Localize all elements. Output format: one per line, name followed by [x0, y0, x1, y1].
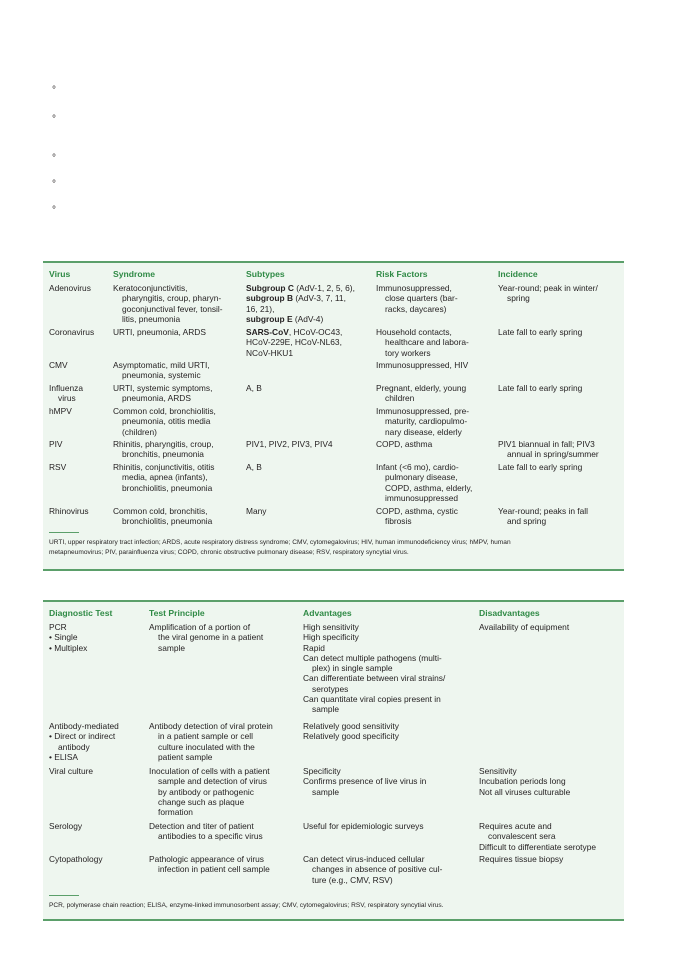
- cell-line: virus: [58, 393, 76, 404]
- virus-cell: [49, 439, 63, 449]
- table-footnote: [49, 538, 621, 558]
- cell-line: and spring: [507, 516, 547, 527]
- subtype-line: [246, 304, 355, 314]
- diagnostic-test-cell: [49, 766, 93, 776]
- cell-line: healthcare and labora-: [385, 337, 469, 348]
- subtypes-cell: [246, 283, 355, 324]
- incidence-cell: [498, 283, 598, 304]
- cell-line: litis, pneumonia: [122, 313, 181, 324]
- risk-factors-cell: [376, 327, 469, 358]
- cell-line: nary disease, elderly: [385, 426, 462, 437]
- cell-line: High specificity: [303, 632, 359, 643]
- cell-line: Can differentiate between viral strains/: [303, 673, 446, 684]
- cell-line: Not all viruses culturable: [479, 786, 571, 797]
- cell-line: spring: [507, 293, 530, 304]
- risk-factors-cell: [376, 383, 466, 404]
- cell-line: annual in spring/summer: [507, 449, 599, 460]
- incidence-cell: [498, 327, 582, 337]
- syndrome-cell: [113, 283, 223, 324]
- cell-line: pneumonia, systemic: [122, 370, 201, 381]
- cell-line: Serology: [49, 821, 83, 831]
- column-header: Syndrome: [113, 269, 156, 279]
- cell-line: pharyngitis, croup, pharyn-: [122, 293, 222, 304]
- cell-line: Antibody-mediated: [49, 721, 119, 731]
- cell-line: Requires tissue biopsy: [479, 854, 564, 864]
- subtype-line: [246, 506, 266, 516]
- subtype-text: (AdV-4): [292, 313, 324, 324]
- bullet-marker: °: [52, 179, 56, 190]
- cell-line: bronchiolitis, pneumonia: [122, 516, 213, 527]
- subtype-text: A, B: [246, 383, 262, 393]
- cell-line: High sensitivity: [303, 622, 359, 632]
- footnote-line: metapneumovirus; PIV, parainfluenza virus; COPD, chronic obstructive pulmonary disease; RSV, respiratory syncytial virus.: [49, 549, 409, 556]
- cell-line: close quarters (bar-: [385, 293, 458, 304]
- diagnostic-test-cell: [49, 721, 119, 762]
- syndrome-cell: [113, 406, 216, 437]
- cell-line: • Multiplex: [49, 642, 88, 653]
- cell-line: COPD, asthma, cystic: [376, 506, 458, 516]
- virus-cell: [49, 462, 66, 472]
- cell-line: pneumonia, otitis media: [122, 416, 211, 427]
- incidence-cell: [498, 506, 588, 527]
- subtype-line: [246, 348, 342, 358]
- advantages-cell: [303, 721, 399, 742]
- cell-line: bronchiolitis, pneumonia: [122, 482, 213, 493]
- disadvantages-cell: [479, 854, 563, 864]
- subtype-line: [246, 462, 262, 472]
- subtypes-cell: [246, 327, 342, 358]
- cell-line: convalescent sera: [488, 831, 556, 842]
- subtype-text: Many: [246, 506, 267, 516]
- virus-cell: [49, 327, 94, 337]
- cell-line: Coronavirus: [49, 327, 95, 337]
- risk-factors-cell: [376, 439, 432, 449]
- cell-line: immunosuppressed: [385, 492, 459, 503]
- cell-line: plex) in single sample: [312, 663, 393, 674]
- incidence-cell: [498, 383, 582, 393]
- syndrome-cell: [113, 506, 212, 527]
- cell-line: maturity, cardiopulmo-: [385, 416, 468, 427]
- cell-line: Antibody detection of viral protein: [149, 721, 273, 731]
- test-principle-cell: [149, 821, 263, 842]
- cell-line: • Single: [49, 632, 78, 643]
- syndrome-cell: [113, 462, 214, 493]
- cell-line: Pathologic appearance of virus: [149, 854, 264, 864]
- subtype-line: [246, 383, 262, 393]
- subtype-group-label: subgroup B: [246, 293, 293, 304]
- cell-line: Year-round; peak in winter/: [498, 283, 598, 293]
- subtype-line: [246, 283, 355, 293]
- diagnostic-test-table: [43, 600, 624, 921]
- footnote-rule: [49, 532, 79, 533]
- subtype-line: [246, 337, 342, 347]
- bullet-marker: °: [52, 153, 56, 164]
- advantages-cell: [303, 854, 442, 885]
- cell-line: sample and detection of virus: [158, 776, 267, 787]
- cell-line: URTI, systemic symptoms,: [113, 383, 213, 393]
- subtype-text: NCoV-HKU1: [246, 347, 294, 358]
- cell-line: sample: [312, 786, 339, 797]
- cell-line: tory workers: [385, 347, 431, 358]
- cell-line: Detection and titer of patient: [149, 821, 254, 831]
- cell-line: hMPV: [49, 406, 72, 416]
- virus-cell: [49, 283, 91, 293]
- cell-line: Household contacts,: [376, 327, 452, 337]
- subtypes-cell: [246, 506, 266, 516]
- cell-line: CMV: [49, 360, 68, 370]
- cell-line: racks, daycares): [385, 303, 447, 314]
- cell-line: changes in absence of positive cul-: [312, 864, 443, 875]
- footnote-line: PCR, polymerase chain reaction; ELISA, enzyme-linked immunosorbent assay; CMV, cytomegalovirus; RSV, respiratory syncytial virus.: [49, 902, 444, 909]
- cell-line: infection in patient cell sample: [158, 864, 270, 875]
- cell-line: COPD, asthma: [376, 439, 433, 449]
- column-header: Virus: [49, 269, 71, 279]
- cell-line: sample: [158, 642, 185, 653]
- cell-line: pulmonary disease,: [385, 472, 458, 483]
- cell-line: Common cold, bronchiolitis,: [113, 406, 216, 416]
- subtype-group-label: subgroup E: [246, 313, 293, 324]
- subtype-text: HCoV-229E, HCoV-NL63,: [246, 337, 342, 348]
- subtype-text: , HCoV-OC43,: [288, 327, 343, 337]
- cell-line: Can detect multiple pathogens (multi-: [303, 652, 442, 663]
- cell-line: Specificity: [303, 766, 341, 776]
- cell-line: COPD, asthma, elderly,: [385, 482, 473, 493]
- syndrome-cell: [113, 360, 210, 381]
- subtype-group-label: SARS-CoV: [246, 327, 289, 337]
- cell-line: Keratoconjunctivitis,: [113, 283, 188, 293]
- subtype-line: [246, 314, 355, 324]
- test-principle-cell: [149, 622, 263, 653]
- risk-factors-cell: [376, 360, 468, 370]
- syndrome-cell: [113, 327, 206, 337]
- test-principle-cell: [149, 721, 273, 762]
- cell-line: Relatively good sensitivity: [303, 721, 399, 731]
- cell-line: RSV: [49, 462, 67, 472]
- cell-line: pneumonia, ARDS: [122, 393, 191, 404]
- cell-line: fibrosis: [385, 516, 412, 527]
- cell-line: Difficult to differentiate serotype: [479, 841, 597, 852]
- cell-line: Rapid: [303, 642, 325, 653]
- cell-line: antibody: [58, 741, 90, 752]
- cell-line: sample: [312, 704, 339, 715]
- subtype-text: PIV1, PIV2, PIV3, PIV4: [246, 439, 333, 449]
- syndrome-cell: [113, 439, 214, 460]
- cell-line: Can detect virus-induced cellular: [303, 854, 425, 864]
- column-header: Diagnostic Test: [49, 608, 113, 618]
- cell-line: Late fall to early spring: [498, 327, 583, 337]
- cell-line: Rhinovirus: [49, 506, 89, 516]
- cell-line: the viral genome in a patient: [158, 632, 264, 643]
- column-header: Test Principle: [149, 608, 205, 618]
- footnote-rule: [49, 895, 79, 896]
- bullet-marker: °: [52, 85, 56, 96]
- cell-line: Immunosuppressed, pre-: [376, 406, 470, 416]
- cell-line: Relatively good specificity: [303, 731, 399, 742]
- column-header: Advantages: [303, 608, 352, 618]
- virus-cell: [49, 406, 72, 416]
- virus-cell: [49, 506, 89, 516]
- subtype-group-label: Subgroup C: [246, 283, 294, 293]
- cell-line: Pregnant, elderly, young: [376, 383, 467, 393]
- table-footnote: [49, 901, 621, 911]
- cell-line: Viral culture: [49, 766, 94, 776]
- cell-line: media, apnea (infants),: [122, 472, 208, 483]
- virus-cell: [49, 383, 83, 404]
- cell-line: URTI, pneumonia, ARDS: [113, 327, 206, 337]
- cell-line: Inoculation of cells with a patient: [149, 766, 270, 776]
- cell-line: in a patient sample or cell: [158, 731, 253, 742]
- cell-line: Immunosuppressed,: [376, 283, 452, 293]
- cell-line: Can quantitate viral copies present in: [303, 694, 441, 705]
- diagnostic-test-cell: [49, 622, 87, 653]
- cell-line: Influenza: [49, 383, 83, 393]
- cell-line: Infant (<6 mo), cardio-: [376, 462, 459, 472]
- cell-line: Asymptomatic, mild URTI,: [113, 360, 210, 370]
- advantages-cell: [303, 821, 424, 831]
- cell-line: PCR: [49, 622, 67, 632]
- subtypes-cell: [246, 383, 262, 393]
- risk-factors-cell: [376, 406, 469, 437]
- advantages-cell: [303, 766, 426, 797]
- cell-line: Amplification of a portion of: [149, 622, 251, 632]
- advantages-cell: [303, 622, 445, 715]
- cell-line: Cytopathology: [49, 854, 103, 864]
- cell-line: Sensitivity: [479, 766, 517, 776]
- subtype-line: [246, 327, 342, 337]
- diagnostic-test-cell: [49, 854, 103, 864]
- subtype-text: (AdV-3, 7, 11,: [293, 293, 346, 304]
- cell-line: (children): [122, 426, 157, 437]
- column-header: Subtypes: [246, 269, 285, 279]
- diagnostic-test-cell: [49, 821, 82, 831]
- disadvantages-cell: [479, 766, 570, 797]
- syndrome-cell: [113, 383, 212, 404]
- cell-line: ture (e.g., CMV, RSV): [312, 874, 393, 885]
- subtypes-cell: [246, 462, 262, 472]
- cell-line: goconjunctival fever, tonsil-: [122, 303, 223, 314]
- subtype-text: 16, 21),: [246, 303, 275, 314]
- test-principle-cell: [149, 766, 270, 817]
- risk-factors-cell: [376, 283, 458, 314]
- cell-line: Adenovirus: [49, 283, 91, 293]
- subtype-text: A, B: [246, 462, 262, 472]
- incidence-cell: [498, 462, 582, 472]
- cell-line: antibodies to a specific virus: [158, 831, 263, 842]
- cell-line: by antibody or pathogenic: [158, 786, 254, 797]
- subtype-line: [246, 293, 355, 303]
- cell-line: patient sample: [158, 751, 213, 762]
- disadvantages-cell: [479, 622, 569, 632]
- subtype-text: (AdV-1, 2, 5, 6),: [293, 283, 355, 293]
- footnote-line: URTI, upper respiratory tract infection; ARDS, acute respiratory distress syndrome; CMV, cytomegalovirus; HIV, human immunodeficiency virus; hMPV, human: [49, 539, 511, 546]
- bullet-marker: °: [52, 205, 56, 216]
- subtype-line: [246, 439, 333, 449]
- virus-cell: [49, 360, 68, 370]
- cell-line: Late fall to early spring: [498, 462, 583, 472]
- cell-line: Rhinitis, conjunctivitis, otitis: [113, 462, 215, 472]
- cell-line: formation: [158, 807, 193, 818]
- cell-line: Confirms presence of live virus in: [303, 776, 427, 787]
- incidence-cell: [498, 439, 599, 460]
- risk-factors-cell: [376, 506, 458, 527]
- cell-line: serotypes: [312, 683, 349, 694]
- cell-line: Requires acute and: [479, 821, 552, 831]
- column-header: Risk Factors: [376, 269, 428, 279]
- virus-syndrome-table: [43, 261, 624, 571]
- cell-line: bronchitis, pneumonia: [122, 449, 204, 460]
- cell-line: PIV: [49, 439, 63, 449]
- cell-line: Year-round; peaks in fall: [498, 506, 589, 516]
- test-principle-cell: [149, 854, 270, 875]
- column-header: Incidence: [498, 269, 538, 279]
- cell-line: culture inoculated with the: [158, 741, 255, 752]
- cell-line: Common cold, bronchitis,: [113, 506, 208, 516]
- cell-line: PIV1 biannual in fall; PIV3: [498, 439, 595, 449]
- cell-line: Late fall to early spring: [498, 383, 583, 393]
- risk-factors-cell: [376, 462, 472, 503]
- bullet-marker: °: [52, 114, 56, 125]
- cell-line: Useful for epidemiologic surveys: [303, 821, 424, 831]
- cell-line: Availability of equipment: [479, 622, 570, 632]
- cell-line: Incubation periods long: [479, 776, 566, 787]
- cell-line: Immunosuppressed, HIV: [376, 360, 469, 370]
- column-header: Disadvantages: [479, 608, 540, 618]
- cell-line: change such as plaque: [158, 796, 245, 807]
- cell-line: Rhinitis, pharyngitis, croup,: [113, 439, 214, 449]
- disadvantages-cell: [479, 821, 596, 852]
- subtypes-cell: [246, 439, 333, 449]
- cell-line: • ELISA: [49, 751, 79, 762]
- cell-line: • Direct or indirect: [49, 731, 116, 742]
- cell-line: children: [385, 393, 415, 404]
